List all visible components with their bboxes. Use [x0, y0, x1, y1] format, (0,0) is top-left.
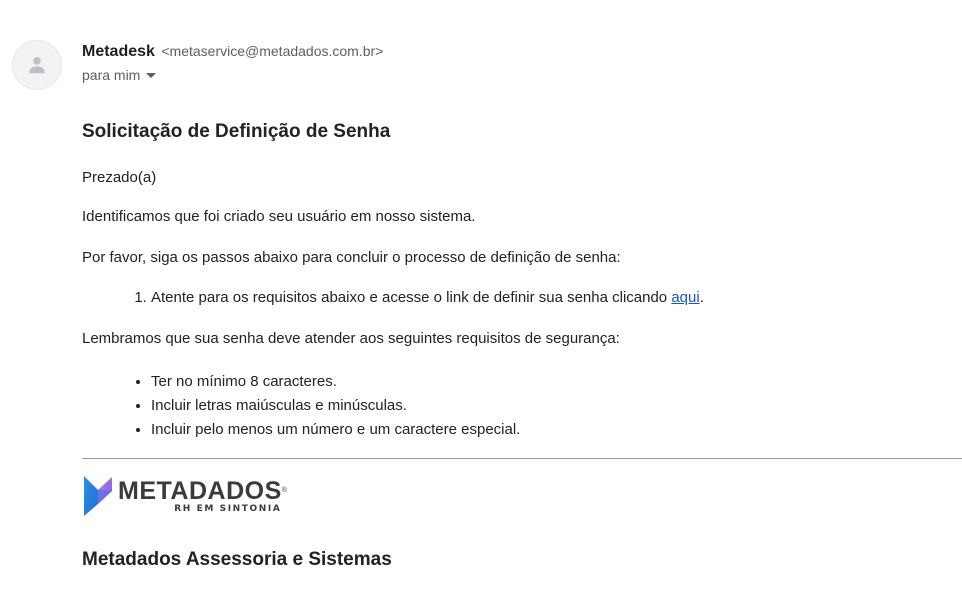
metadados-logo	[82, 474, 962, 518]
logo-wordmark	[118, 478, 287, 504]
steps-list	[82, 288, 962, 308]
recipient-label: para mim	[82, 67, 141, 83]
sender-email: <metaservice@metadados.com.br>	[161, 43, 384, 59]
signature-divider	[82, 458, 962, 459]
caret-down-icon[interactable]	[146, 73, 156, 78]
requirements-list	[82, 370, 962, 442]
greeting: Prezado(a)	[82, 169, 157, 186]
sender-line	[82, 40, 383, 63]
step-end: .	[699, 289, 704, 306]
requirement-item: • Incluir letras maiúsculas e minúsculas.	[151, 394, 962, 418]
recipient-toggle[interactable]	[82, 67, 383, 83]
email-subject: Solicitação de Definição de Senha	[82, 121, 391, 142]
registered-mark: ®	[281, 487, 288, 494]
sender-avatar[interactable]	[12, 40, 62, 90]
email-body	[82, 120, 962, 572]
logo-tagline: RH EM SINTONIA	[174, 504, 282, 514]
logo-text	[118, 478, 287, 514]
step-item	[151, 288, 962, 308]
company-name: Metadados Assessoria e Sistemas	[82, 549, 392, 570]
metadados-logo-mark-icon	[82, 474, 114, 518]
paragraph-requirements: Lembramos que sua senha deve atender aos seguintes requisitos de segurança:	[82, 330, 620, 347]
requirement-item: • Incluir pelo menos um número e um caractere especial.	[151, 418, 962, 442]
set-password-link[interactable]: aqui	[671, 289, 700, 306]
sender-name[interactable]: Metadesk	[82, 43, 155, 60]
sender-header	[82, 40, 383, 83]
logo-word: METADADOS	[118, 477, 282, 505]
paragraph-user-created: Identificamos que foi criado seu usuário em nosso sistema.	[82, 208, 476, 225]
requirement-item: • Ter no mínimo 8 caracteres.	[151, 370, 962, 394]
paragraph-instructions: Por favor, siga os passos abaixo para concluir o processo de definição de senha:	[82, 249, 621, 266]
person-icon	[26, 54, 48, 76]
step-text: Atente para os requisitos abaixo e acesse o link de definir sua senha clicando	[151, 289, 672, 306]
